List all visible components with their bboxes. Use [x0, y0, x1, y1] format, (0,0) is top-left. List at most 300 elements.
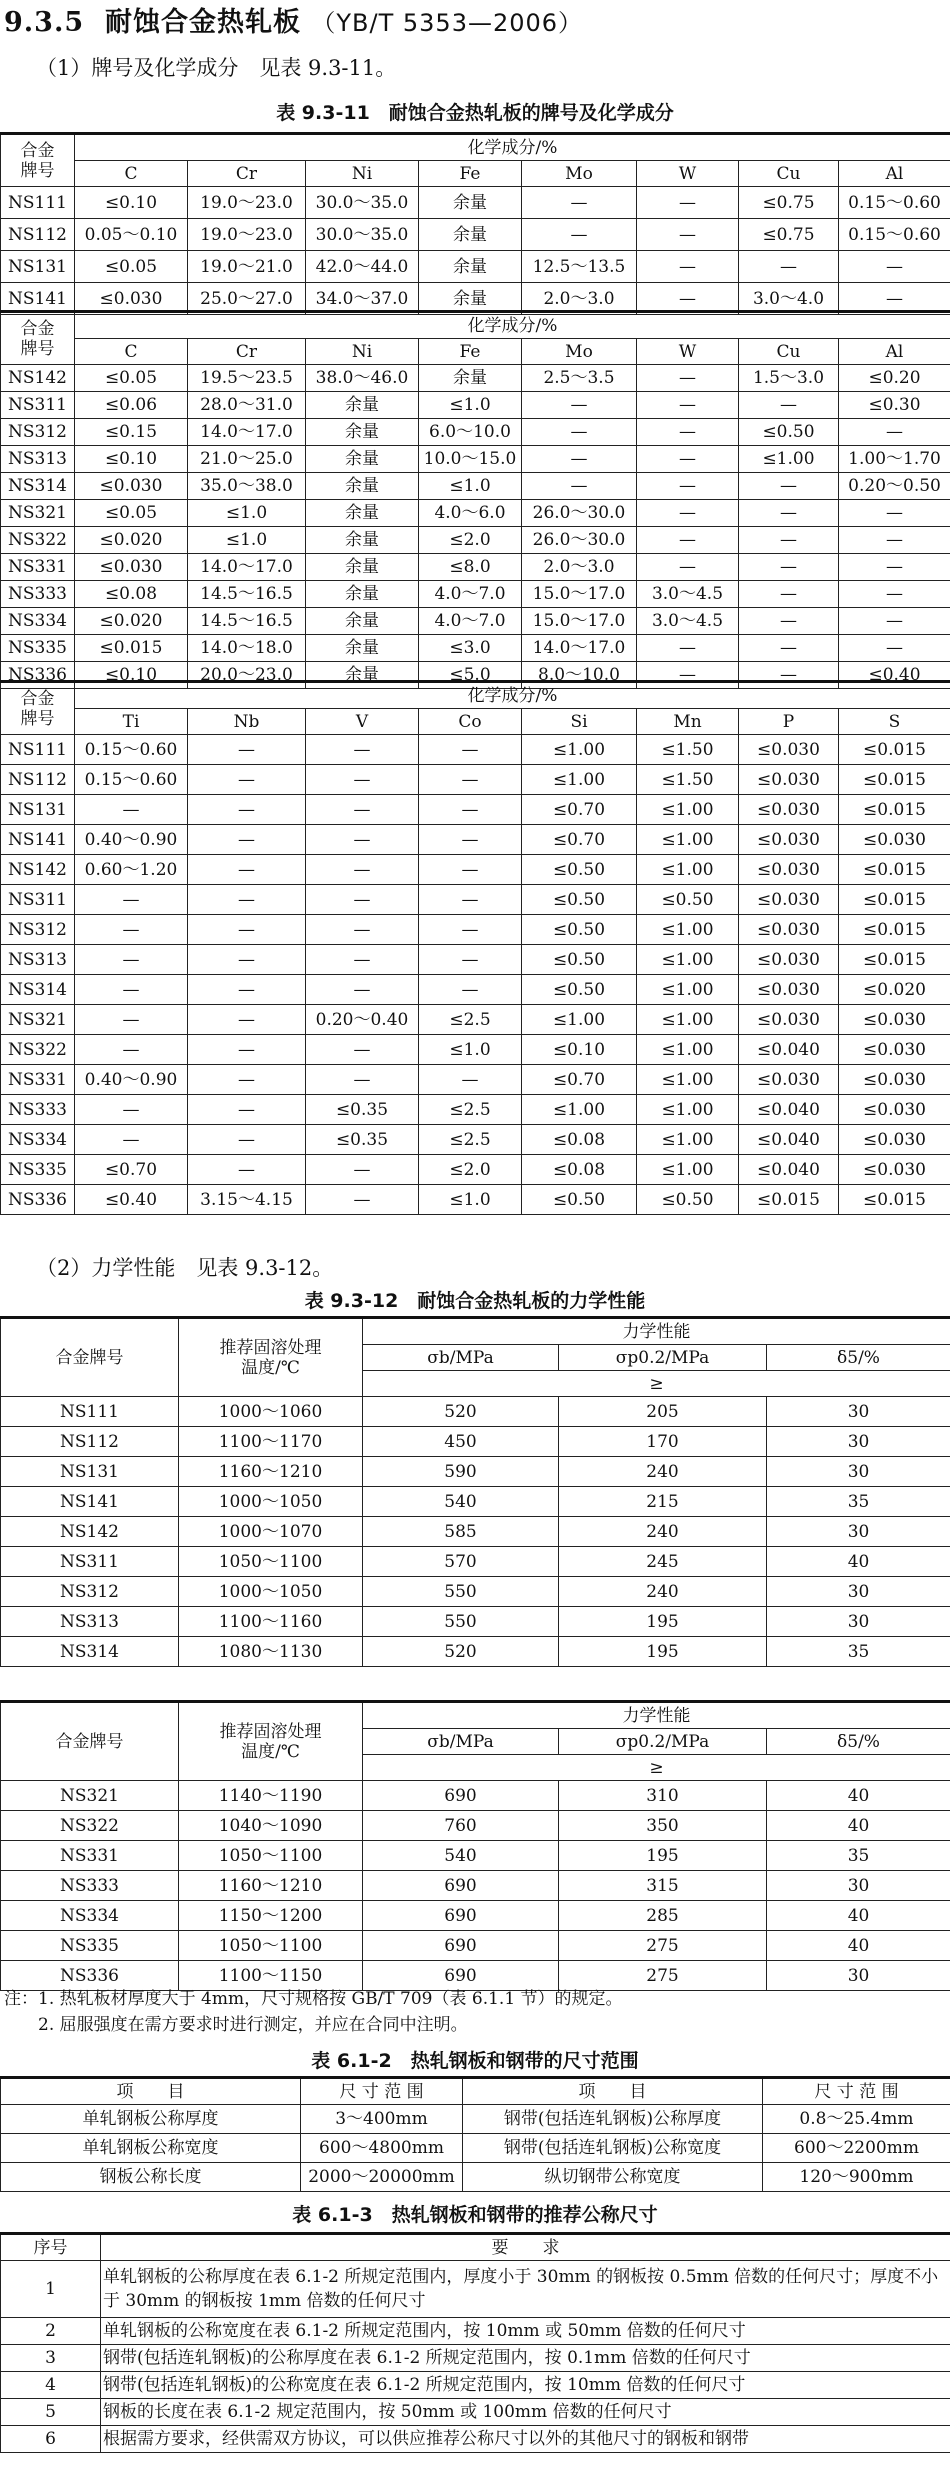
table-cell: ≤1.00: [522, 735, 637, 765]
size-range-table: [0, 2076, 950, 2192]
table-cell: 余量: [419, 283, 522, 315]
table-row: [1, 915, 950, 945]
table-cell: 690: [363, 1931, 559, 1961]
table-cell: 600～2200mm: [763, 2134, 950, 2163]
table-cell: 20.0～23.0: [188, 662, 306, 689]
table-cell: 30: [767, 1397, 950, 1427]
table-cell: ≤0.20: [839, 365, 950, 392]
table-cell: NS333: [1, 1871, 179, 1901]
table-cell: 170: [559, 1427, 767, 1457]
table-cell: —: [306, 1035, 419, 1065]
table-cell: 2000～20000mm: [301, 2163, 463, 2192]
table-row: [1, 1125, 950, 1155]
table-cell: ≤0.030: [839, 1035, 950, 1065]
table-cell: ≤0.015: [839, 945, 950, 975]
table-cell: —: [419, 1065, 522, 1095]
table-cell: 195: [559, 1607, 767, 1637]
table-cell: NS131: [1, 795, 75, 825]
table-caption-9-3-11: 表 9.3-11 耐蚀合金热轧板的牌号及化学成分: [276, 102, 674, 124]
table-cell: ≤0.30: [839, 392, 950, 419]
table-cell: ≤0.030: [739, 795, 839, 825]
table-cell: —: [188, 825, 306, 855]
table-cell: NS311: [1, 885, 75, 915]
table-cell: NS321: [1, 1005, 75, 1035]
table-cell: 1040～1090: [179, 1811, 363, 1841]
table-cell: 3～400mm: [301, 2105, 463, 2134]
column-header: W: [637, 161, 739, 187]
table-cell: 0.8～25.4mm: [763, 2105, 950, 2134]
table-cell: —: [188, 1095, 306, 1125]
table-cell: —: [739, 554, 839, 581]
table-row: [1, 2426, 950, 2453]
column-header: 序号: [1, 2234, 101, 2261]
min-header: ≥: [363, 1371, 950, 1397]
table-cell: 4.0～7.0: [419, 608, 522, 635]
table-cell: ≤3.0: [419, 635, 522, 662]
table-row: [1, 795, 950, 825]
table-row: [1, 855, 950, 885]
table-cell: —: [306, 765, 419, 795]
table-cell: 40: [767, 1931, 950, 1961]
table-cell: 1160～1210: [179, 1871, 363, 1901]
table-cell: 1050～1100: [179, 1841, 363, 1871]
table-row: [1, 2318, 950, 2345]
table-cell: ≤0.50: [522, 885, 637, 915]
table-row: [1, 187, 950, 219]
table-row: [1, 446, 950, 473]
table-cell: 余量: [306, 473, 419, 500]
table-cell: —: [188, 1155, 306, 1185]
table-cell: 余量: [419, 219, 522, 251]
table-cell: ≤0.040: [739, 1035, 839, 1065]
table-cell: —: [522, 419, 637, 446]
table-cell: 690: [363, 1871, 559, 1901]
table-cell: —: [75, 1005, 188, 1035]
table-cell: NS336: [1, 662, 75, 689]
table-cell: 1140～1190: [179, 1781, 363, 1811]
table-cell: 275: [559, 1931, 767, 1961]
table-cell: ≤1.0: [188, 500, 306, 527]
table-cell: ≤0.50: [637, 885, 739, 915]
table-cell: 0.15～0.60: [839, 219, 950, 251]
table-cell: ≤0.030: [739, 765, 839, 795]
table-row: [1, 635, 950, 662]
table-row: [1, 2399, 950, 2426]
table-cell: ≤0.50: [637, 1185, 739, 1215]
table-row: [1, 219, 950, 251]
table-cell: ≤0.030: [739, 1065, 839, 1095]
table-notes: [4, 1986, 623, 2038]
table-cell: ≤0.05: [75, 251, 188, 283]
table-cell: NS336: [1, 1961, 179, 1991]
table-cell: ≤0.05: [75, 365, 188, 392]
column-header: Fe: [419, 161, 522, 187]
table-cell: ≤1.00: [637, 1005, 739, 1035]
table-cell: NS112: [1, 765, 75, 795]
table-cell: ≤0.70: [522, 825, 637, 855]
table-row: [1, 945, 950, 975]
column-header: Al: [839, 161, 950, 187]
table-row: [1, 975, 950, 1005]
table-cell: 350: [559, 1811, 767, 1841]
table-cell: NS112: [1, 219, 75, 251]
table-cell: ≤1.00: [637, 1125, 739, 1155]
table-cell: ≤0.75: [739, 187, 839, 219]
column-header: 尺 寸 范 围: [301, 2078, 463, 2105]
table-cell: 14.0～18.0: [188, 635, 306, 662]
table-row: [1, 392, 950, 419]
table-cell: 26.0～30.0: [522, 527, 637, 554]
table-cell: —: [75, 885, 188, 915]
table-cell: ≤0.10: [75, 446, 188, 473]
table-cell: —: [839, 251, 950, 283]
table-cell: NS142: [1, 855, 75, 885]
table-cell: ≤0.020: [75, 527, 188, 554]
table-cell: 余量: [306, 662, 419, 689]
table-row: [1, 419, 950, 446]
table-cell: 19.5～23.5: [188, 365, 306, 392]
table-cell: ≤1.00: [637, 795, 739, 825]
table-cell: —: [306, 855, 419, 885]
min-header: ≥: [363, 1755, 950, 1781]
table-cell: 2.5～3.5: [522, 365, 637, 392]
table-cell: ≤0.030: [739, 945, 839, 975]
table-cell: ≤0.040: [739, 1125, 839, 1155]
table-cell: —: [637, 419, 739, 446]
column-header: Cu: [739, 161, 839, 187]
table-cell: 1050～1100: [179, 1547, 363, 1577]
table-cell: ≤0.030: [739, 825, 839, 855]
tensile-header: σb/MPa: [363, 1345, 559, 1371]
table-cell: NS334: [1, 1125, 75, 1155]
table-cell: 30: [767, 1871, 950, 1901]
table-cell: ≤0.50: [522, 855, 637, 885]
table-cell: —: [522, 473, 637, 500]
table-cell: 450: [363, 1427, 559, 1457]
table-cell: ≤0.50: [739, 419, 839, 446]
table-cell: 540: [363, 1841, 559, 1871]
table-cell: 30: [767, 1457, 950, 1487]
table-cell: ≤0.015: [839, 1185, 950, 1215]
table-cell: ≤0.50: [522, 1185, 637, 1215]
column-header: C: [75, 161, 188, 187]
table-cell: 40: [767, 1811, 950, 1841]
elongation-header: δ5/%: [767, 1345, 950, 1371]
table-cell: NS314: [1, 473, 75, 500]
table-cell: 570: [363, 1547, 559, 1577]
table-cell: 1100～1150: [179, 1961, 363, 1991]
table-cell: 245: [559, 1547, 767, 1577]
table-cell: ≤0.10: [522, 1035, 637, 1065]
table-cell: 14.0～17.0: [522, 635, 637, 662]
table-caption-9-3-12: 表 9.3-12 耐蚀合金热轧板的力学性能: [304, 1290, 646, 1312]
table-cell: 6.0～10.0: [419, 419, 522, 446]
table-row: [1, 1095, 950, 1125]
table-cell: —: [419, 855, 522, 885]
table-cell: 2.0～3.0: [522, 554, 637, 581]
table-cell: —: [419, 765, 522, 795]
table-cell: ≤1.00: [637, 945, 739, 975]
column-header: Si: [522, 709, 637, 735]
table-cell: ≤0.15: [75, 419, 188, 446]
section-number: 9.3.5: [4, 7, 85, 38]
table-cell: 205: [559, 1397, 767, 1427]
table-cell: 14.5～16.5: [188, 581, 306, 608]
row-number: 6: [1, 2426, 101, 2453]
table-cell: 35: [767, 1487, 950, 1517]
table-cell: —: [188, 855, 306, 885]
table-cell: 35: [767, 1841, 950, 1871]
table-row: [1, 1577, 950, 1607]
table-cell: NS322: [1, 1811, 179, 1841]
note-2: 2. 屈服强度在需方要求时进行测定，并应在合同中注明。: [4, 2015, 468, 2035]
grade-header: 合金 牌号: [1, 682, 75, 735]
table-cell: —: [306, 1155, 419, 1185]
table-cell: 3.0～4.5: [637, 608, 739, 635]
column-header: Al: [839, 339, 950, 365]
column-header: Cr: [188, 339, 306, 365]
column-header: Mn: [637, 709, 739, 735]
table-cell: 30: [767, 1427, 950, 1457]
table-cell: 12.5～13.5: [522, 251, 637, 283]
table-cell: —: [75, 915, 188, 945]
grade-header: 合金牌号: [1, 1318, 179, 1397]
table-cell: 40: [767, 1781, 950, 1811]
table-cell: 0.40～0.90: [75, 825, 188, 855]
table-cell: —: [739, 608, 839, 635]
table-cell: 余量: [306, 608, 419, 635]
table-cell: 单轧钢板公称宽度: [1, 2134, 301, 2163]
table-cell: ≤0.35: [306, 1125, 419, 1155]
table-cell: —: [739, 635, 839, 662]
temp-header: 推荐固溶处理 温度/℃: [179, 1702, 363, 1781]
table-cell: ≤1.50: [637, 765, 739, 795]
row-number: 5: [1, 2399, 101, 2426]
table-row: [1, 365, 950, 392]
section-standard: （YB/T 5353—2006）: [311, 9, 584, 37]
table-cell: ≤0.015: [839, 915, 950, 945]
table-cell: 0.60～1.20: [75, 855, 188, 885]
table-cell: —: [739, 251, 839, 283]
table-row: [1, 1901, 950, 1931]
section-name: 耐蚀合金热轧板: [104, 7, 301, 38]
table-cell: 550: [363, 1607, 559, 1637]
table-cell: 310: [559, 1781, 767, 1811]
section-title: [4, 0, 583, 39]
table-cell: NS331: [1, 554, 75, 581]
temp-header: 推荐固溶处理 温度/℃: [179, 1318, 363, 1397]
table-cell: 540: [363, 1487, 559, 1517]
table-cell: 余量: [306, 554, 419, 581]
table-row: [1, 1811, 950, 1841]
table-cell: ≤0.030: [75, 283, 188, 315]
table-cell: NS321: [1, 1781, 179, 1811]
table-cell: ≤0.70: [522, 795, 637, 825]
table-cell: ≤0.030: [739, 1005, 839, 1035]
table-cell: 19.0～21.0: [188, 251, 306, 283]
table-cell: NS131: [1, 1457, 179, 1487]
paragraph-2: （2）力学性能 见表 9.3-12。: [36, 1256, 334, 1280]
table-row: [1, 1065, 950, 1095]
table-caption-6-1-2: 表 6.1-2 热轧钢板和钢带的尺寸范围: [311, 2050, 639, 2072]
table-cell: 315: [559, 1871, 767, 1901]
table-cell: 520: [363, 1397, 559, 1427]
table-cell: —: [637, 662, 739, 689]
composition-table-part3: [0, 680, 950, 1215]
table-cell: ≤0.35: [306, 1095, 419, 1125]
table-cell: ≤0.015: [839, 735, 950, 765]
table-cell: —: [637, 500, 739, 527]
table-row: [1, 500, 950, 527]
table-cell: ≤0.05: [75, 500, 188, 527]
table-row: [1, 1841, 950, 1871]
table-cell: —: [419, 825, 522, 855]
table-cell: 1000～1050: [179, 1487, 363, 1517]
table-cell: 15.0～17.0: [522, 608, 637, 635]
table-row: [1, 1185, 950, 1215]
table-cell: NS335: [1, 635, 75, 662]
table-cell: 30: [767, 1577, 950, 1607]
table-cell: 0.40～0.90: [75, 1065, 188, 1095]
table-row: [1, 581, 950, 608]
table-cell: —: [188, 1125, 306, 1155]
column-header: Cu: [739, 339, 839, 365]
table-cell: 余量: [306, 392, 419, 419]
table-cell: NS313: [1, 945, 75, 975]
table-cell: —: [75, 1125, 188, 1155]
table-row: [1, 2261, 950, 2318]
mechanical-table-part2: [0, 1700, 950, 1991]
table-cell: ≤2.5: [419, 1095, 522, 1125]
table-cell: ≤0.015: [839, 765, 950, 795]
table-cell: ≤1.50: [637, 735, 739, 765]
table-cell: NS111: [1, 735, 75, 765]
table-cell: 1.00～1.70: [839, 446, 950, 473]
column-header: V: [306, 709, 419, 735]
grade-header: 合金 牌号: [1, 312, 75, 365]
table-cell: —: [522, 446, 637, 473]
column-header: P: [739, 709, 839, 735]
table-cell: 2.0～3.0: [522, 283, 637, 315]
paragraph-1: （1）牌号及化学成分 见表 9.3-11。: [36, 56, 397, 80]
table-cell: —: [188, 945, 306, 975]
table-cell: 0.20～0.40: [306, 1005, 419, 1035]
table-cell: ≤1.00: [637, 825, 739, 855]
table-cell: NS322: [1, 527, 75, 554]
row-number: 4: [1, 2372, 101, 2399]
table-cell: NS142: [1, 365, 75, 392]
table-cell: ≤0.70: [75, 1155, 188, 1185]
table-row: [1, 1607, 950, 1637]
table-cell: ≤2.0: [419, 1155, 522, 1185]
recommended-size-table: [0, 2232, 950, 2453]
table-cell: 14.5～16.5: [188, 608, 306, 635]
table-row: [1, 765, 950, 795]
table-cell: —: [739, 392, 839, 419]
table-cell: —: [739, 473, 839, 500]
table-cell: —: [637, 635, 739, 662]
row-number: 2: [1, 2318, 101, 2345]
table-row: [1, 1005, 950, 1035]
table-cell: NS335: [1, 1931, 179, 1961]
table-cell: NS314: [1, 975, 75, 1005]
table-cell: ≤0.030: [839, 1095, 950, 1125]
table-cell: —: [188, 1035, 306, 1065]
table-row: [1, 1637, 950, 1667]
table-cell: —: [637, 392, 739, 419]
table-cell: —: [419, 795, 522, 825]
table-cell: ≤1.00: [637, 975, 739, 1005]
table-cell: ≤1.00: [637, 1155, 739, 1185]
table-cell: ≤1.0: [188, 527, 306, 554]
table-cell: ≤0.030: [839, 825, 950, 855]
table-cell: 40: [767, 1547, 950, 1577]
table-cell: ≤1.00: [522, 1095, 637, 1125]
table-cell: 35: [767, 1637, 950, 1667]
table-cell: NS312: [1, 419, 75, 446]
table-cell: ≤0.030: [739, 855, 839, 885]
table-cell: NS312: [1, 1577, 179, 1607]
mech-group-header: 力学性能: [363, 1318, 950, 1345]
table-cell: ≤2.5: [419, 1005, 522, 1035]
table-row: [1, 2372, 950, 2399]
table-cell: 1080～1130: [179, 1637, 363, 1667]
table-cell: 550: [363, 1577, 559, 1607]
table-cell: 3.15～4.15: [188, 1185, 306, 1215]
table-cell: ≤1.00: [637, 855, 739, 885]
table-cell: ≤0.50: [522, 975, 637, 1005]
requirement-text: 钢带(包括连轧钢板)的公称厚度在表 6.1-2 所规定范围内，按 0.1mm 倍数的任何尺寸: [101, 2345, 950, 2372]
table-cell: NS314: [1, 1637, 179, 1667]
table-cell: 钢板公称长度: [1, 2163, 301, 2192]
column-header: Ni: [306, 161, 419, 187]
table-cell: —: [839, 419, 950, 446]
table-cell: 690: [363, 1901, 559, 1931]
table-cell: 4.0～6.0: [419, 500, 522, 527]
table-cell: —: [306, 795, 419, 825]
table-cell: ≤0.030: [839, 1065, 950, 1095]
table-cell: —: [306, 915, 419, 945]
table-cell: 30.0～35.0: [306, 219, 419, 251]
column-header: 要 求: [101, 2234, 950, 2261]
table-cell: —: [839, 283, 950, 315]
table-cell: 14.0～17.0: [188, 419, 306, 446]
table-row: [1, 1155, 950, 1185]
table-cell: 余量: [306, 419, 419, 446]
table-cell: 30: [767, 1517, 950, 1547]
column-header: 项 目: [1, 2078, 301, 2105]
table-row: [1, 1427, 950, 1457]
grade-header: 合金牌号: [1, 1702, 179, 1781]
table-cell: NS335: [1, 1155, 75, 1185]
table-cell: —: [839, 581, 950, 608]
column-header: Nb: [188, 709, 306, 735]
table-cell: —: [637, 473, 739, 500]
table-cell: ≤0.50: [522, 945, 637, 975]
table-cell: 21.0～25.0: [188, 446, 306, 473]
table-row: [1, 2345, 950, 2372]
table-cell: 38.0～46.0: [306, 365, 419, 392]
table-cell: ≤8.0: [419, 554, 522, 581]
table-cell: 14.0～17.0: [188, 554, 306, 581]
table-cell: ≤1.00: [739, 446, 839, 473]
table-cell: 余量: [306, 581, 419, 608]
table-cell: 240: [559, 1577, 767, 1607]
table-cell: 195: [559, 1841, 767, 1871]
table-cell: —: [188, 885, 306, 915]
table-cell: —: [522, 187, 637, 219]
table-cell: —: [188, 1005, 306, 1035]
